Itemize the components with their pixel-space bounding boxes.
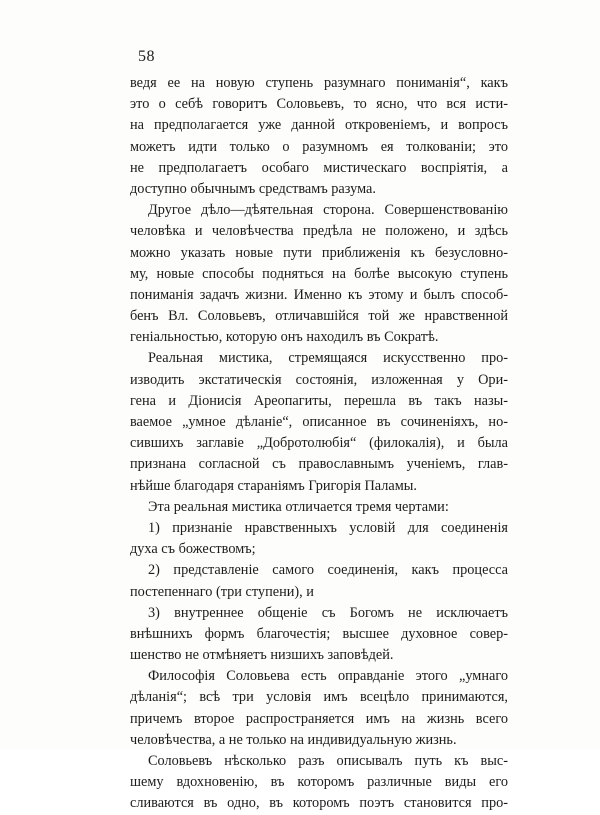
text-line: сливаются въ одно, въ которомъ поэтъ становится про-	[130, 795, 508, 812]
text-line: ваемое „умное дѣланіе“, описанное въ сочиненіяхъ, но-	[130, 414, 508, 430]
text-line: пониманія задачъ жизни. Именно къ этому и былъ способ-	[130, 286, 508, 303]
text-line: духа съ божествомъ;	[130, 541, 256, 558]
text-line: человѣчества, а не только на индивидуальную жизнь.	[130, 731, 457, 748]
text-line: внѣшнихъ формъ благочестія; высшее духовное совер-	[130, 625, 508, 642]
text-line: бенъ Вл. Соловьевъ, отличавшійся той же нравственной	[130, 308, 508, 325]
text-line: 2) представленіе самого соединенія, какъ процесса	[148, 562, 508, 579]
text-line: Соловьевъ нѣсколько разъ описывалъ путь къ выс-	[148, 753, 508, 769]
text-line: изводить экстатическія состоянія, изложенная у Ори-	[130, 371, 508, 388]
text-line: причемъ второе распространяется имъ на жизнь всего	[130, 710, 508, 727]
text-line: Реальная мистика, стремящаяся искусственно про-	[148, 350, 508, 367]
text-line: шенство не отмѣняетъ низшихъ заповѣдей.	[130, 647, 394, 664]
text-line: это о себѣ говоритъ Соловьевъ, то ясно, что вся исти-	[130, 96, 508, 113]
text-line: не предполагаетъ особаго мистическаго воспріятія, а	[130, 159, 508, 176]
text-line: му, новые способы подняться на болѣе высокую ступень	[130, 265, 508, 282]
text-line: человѣка и человѣчества предѣла не положено, и здѣсь	[130, 223, 508, 240]
text-line: Философія Соловьева есть оправданіе этого „умнаго	[148, 668, 508, 685]
text-line: можетъ идти только о разумномъ ея толкованіи; это	[130, 138, 508, 155]
text-line: сившихъ заглавіе „Добротолюбія“ (филокалія), и была	[130, 435, 508, 452]
text-line: постепеннаго (три ступени), и	[130, 583, 314, 600]
text-line: на предполагается уже данной откровеніемъ, и вопросъ	[130, 117, 508, 134]
text-line: нѣйше благодаря стараніямъ Григорія Паламы.	[130, 477, 417, 494]
text-line: доступно обычнымъ средствамъ разума.	[130, 180, 376, 197]
text-line: шему вдохновенію, въ которомъ различные виды его	[130, 774, 508, 791]
text-line: 3) внутреннее общеніе съ Богомъ не исключаетъ	[148, 604, 508, 621]
text-line: ведя ее на новую ступень разумнаго пониманія“, какъ	[130, 75, 508, 91]
text-line: Эта реальная мистика отличается тремя чертами:	[148, 498, 449, 515]
page-text	[130, 73, 508, 815]
text-line: 1) признаніе нравственныхъ условій для соединенія	[148, 519, 508, 536]
text-line: признана согласной съ православнымъ ученіемъ, глав-	[130, 456, 508, 473]
page-number: 58	[138, 48, 155, 65]
text-line: можно указать новые пути приближенія къ безусловно-	[130, 244, 508, 261]
text-line: Другое дѣло—дѣятельная сторона. Совершенствованію	[148, 202, 508, 219]
text-line: дѣланія“; всѣ три условія имъ всецѣло принимаются,	[130, 689, 508, 706]
text-line: гена и Діонисія Ареопагиты, перешла въ такъ назы-	[130, 392, 508, 409]
text-line: геніальностью, которую онъ находилъ въ Сократѣ.	[130, 329, 439, 346]
